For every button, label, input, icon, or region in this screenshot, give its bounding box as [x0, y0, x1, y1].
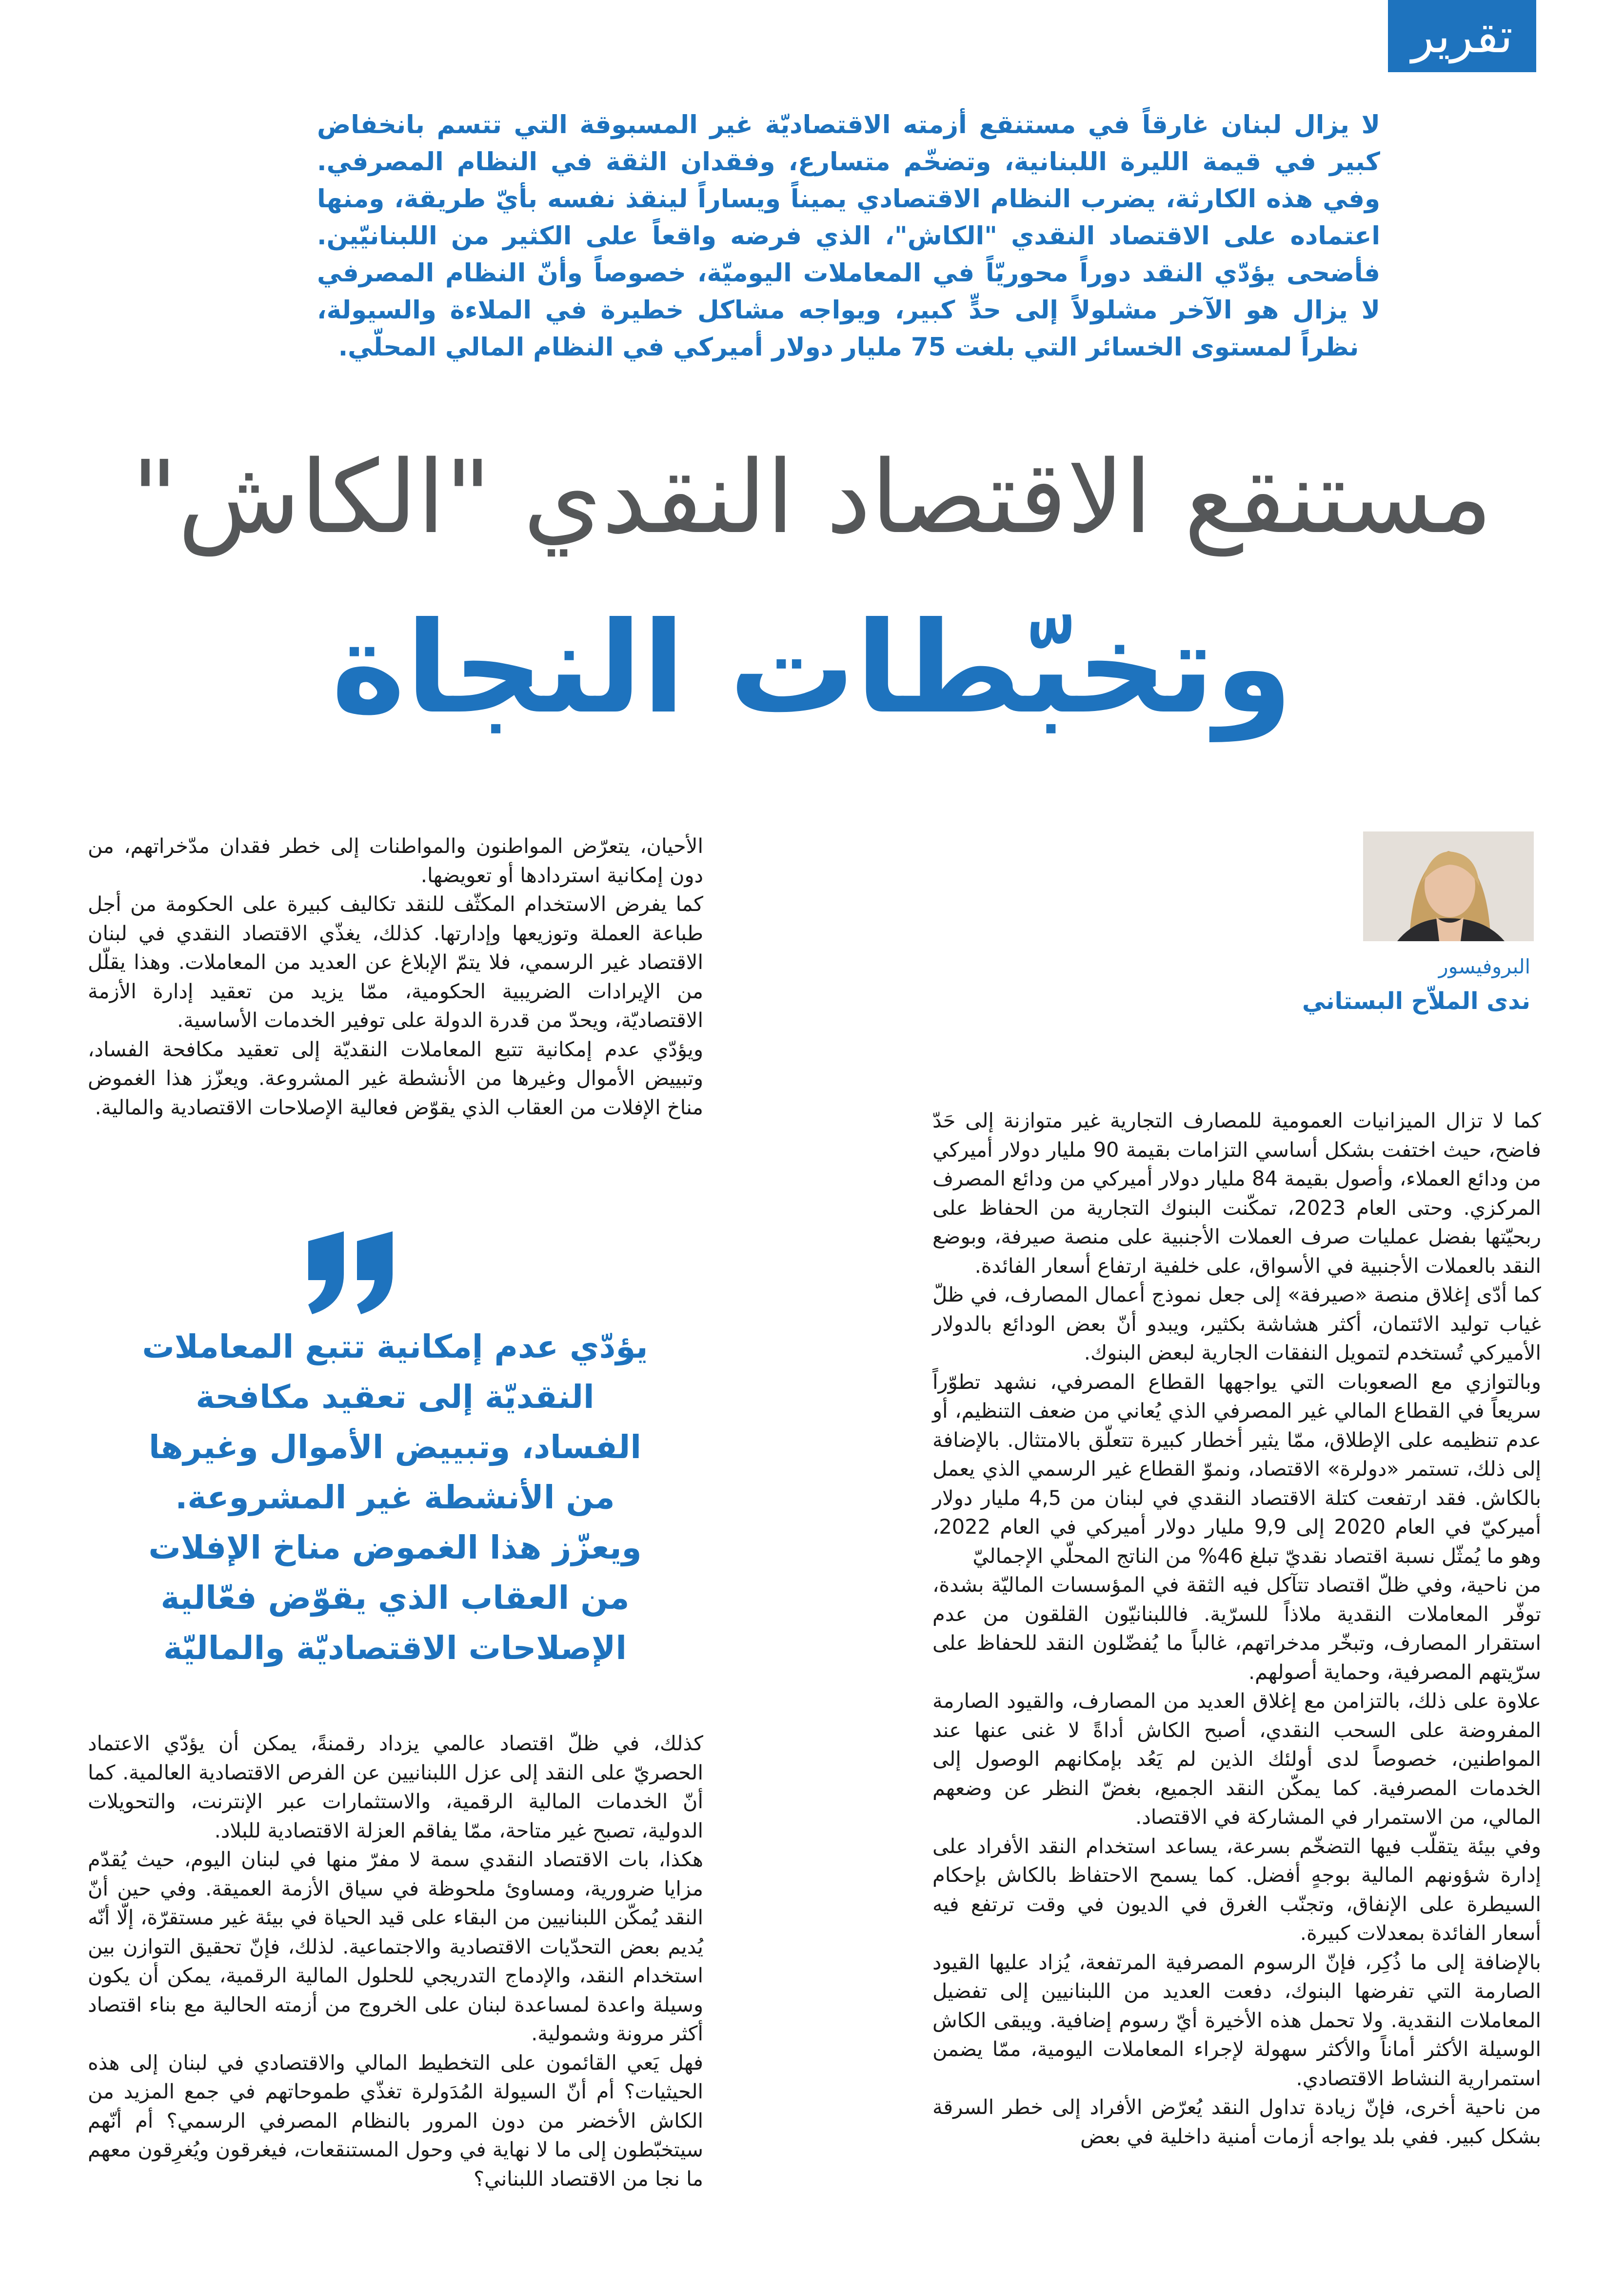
body-paragraph: بالإضافة إلى ما ذُكِر، فإنّ الرسوم المصرفية المرتفعة، يُزاد عليها القيود الصارمة التي تفرضها البنوك، دفعت العديد من اللبنانيين إلى تفضيل المعاملات النقدية. ولا تحمل هذه الأخيرة أيّ رسوم إضافية. ويبقى الكاش الوسيلة الأكثر أماناً والأكثر سهولة لإجراء المعاملات اليومية، ممّا يضمن استمرارية النشاط الاقتصادي. — [932, 1950, 1541, 2090]
body-left-column-bottom — [88, 1729, 703, 2193]
body-right-column — [932, 1106, 1541, 2151]
body-paragraph: من ناحية أخرى، فإنّ زيادة تداول النقد يُعرّض الأفراد إلى خطر السرقة بشكل كبير. ففي بلد يواجه أزمات أمنية داخلية في بعض — [932, 2095, 1541, 2148]
body-paragraph: وفي بيئة يتقلّب فيها التضخّم بسرعة، يساعد استخدام النقد الأفراد على إدارة شؤونهم المالية بوجهٍ أفضل. كما يسمح الاحتفاظ بالكاش بإحكام السيطرة على الإنفاق، وتجنّب الغرق في الديون في وقت ترتفع فيه أسعار الفائدة بمعدلات كبيرة. — [932, 1834, 1541, 1945]
body-paragraph: هكذا، بات الاقتصاد النقدي سمة لا مفرّ منها في لبنان اليوم، حيث يُقدّم مزايا ضرورية، ومساوئ ملحوظة في سياق الأزمة العميقة. وفي حين أنّ النقد يُمكّن اللبنانيين من البقاء على قيد الحياة في بيئة غير مستقرّة، إلّا أنّه يُديم بعض التحدّيات الاقتصادية والاجتماعية. لذلك، فإنّ تحقيق التوازن بين استخدام النقد، والإدماج التدريجي للحلول المالية الرقمية، يمكن أن يكون وسيلة واعدة لمساعدة لبنان على الخروج من أزمته الحالية مع بناء اقتصاد أكثر مرونة وشمولية. — [88, 1847, 703, 2045]
body-paragraph: كما لا تزال الميزانيات العمومية للمصارف التجارية غير متوازنة إلى حَدّ فاضح، حيث اختفت بشكل أساسي التزامات بقيمة 90 مليار دولار أميركي من ودائع العملاء، وأصول بقيمة 84 مليار دولار أميركي من ودائع المصرف المركزي. وحتى العام 2023، تمكّنت البنوك التجارية من الحفاظ على ربحيّتها بفضل عمليات صرف العملات الأجنبية على منصة صيرفة، وبوضع النقد بالعملات الأجنبية في الأسواق، على خلفية ارتفاع أسعار الفائدة. — [932, 1108, 1542, 1278]
author-role: البروفيسور — [1438, 955, 1530, 978]
author-name: ندى الملاّح البستاني — [1302, 988, 1530, 1015]
body-paragraph: الأحيان، يتعرّض المواطنون والمواطنات إلى خطر فقدان مدّخراتهم، من دون إمكانية استردادها أو تعويضها. — [88, 834, 703, 887]
body-paragraph: كما يفرض الاستخدام المكثّف للنقد تكاليف كبيرة على الحكومة من أجل طباعة العملة وتوزيعها وإدارتها. كذلك، يغذّي الاقتصاد النقدي في لبنان الاقتصاد غير الرسمي، فلا يتمّ الإبلاغ عن العديد من المعاملات. وهذا يقلّل من الإيرادات الضريبية الحكومية، ممّا يزيد من تعقيد إدارة الأزمة الاقتصاديّة، ويحدّ من قدرة الدولة على توفير الخدمات الأساسية. — [88, 892, 703, 1032]
quote-mark-icon — [302, 1231, 400, 1314]
lead-paragraph: لا يزال لبنان غارقاً في مستنقع أزمته الاقتصاديّة غير المسبوقة التي تتسم بانخفاض كبير في قيمة الليرة اللبنانية، وتضخّم متسارع، وفقدان الثقة في النظام المصرفي. وفي هذه الكارثة، يضرب النظام الاقتصادي يميناً ويساراً لينقذ نفسه بأيّ طريقة، ومنها اعتماده على الاقتصاد النقدي "الكاش"، الذي فرضه واقعاً على الكثير من اللبنانيّين. فأضحى يؤدّي النقد دوراً محوريّاً في المعاملات اليوميّة، خصوصاً وأنّ النظام المصرفي لا يزال هو الآخر مشلولاً إلى حدٍّ كبير، ويواجه مشاكل خطيرة في الملاءة والسيولة، نظراً لمستوى الخسائر التي بلغت 75 مليار دولار أميركي في النظام المالي المحلّي. — [317, 110, 1380, 362]
body-paragraph: كذلك، في ظلّ اقتصاد عالمي يزداد رقمنةً، يمكن أن يؤدّي الاعتماد الحصريّ على النقد إلى عزل اللبنانيين عن الفرص الاقتصادية العالمية. كما أنّ الخدمات المالية الرقمية، والاستثمارات عبر الإنترنت، والتحويلات الدولية، تصبح غير متاحة، ممّا يفاقم العزلة الاقتصادية للبلاد. — [88, 1731, 703, 1842]
body-paragraph: وبالتوازي مع الصعوبات التي يواجهها القطاع المصرفي، نشهد تطوّراً سريعاً في القطاع المالي غير المصرفي الذي يُعاني من ضعف التنظيم، أو عدم تنظيمه على الإطلاق، ممّا يثير أخطار كبيرة تتعلّق بالامتثال. بالإضافة إلى ذلك، تستمر «دولرة» الاقتصاد، ونموّ القطاع غير الرسمي الذي يعمل بالكاش. فقد ارتفعت كتلة الاقتصاد النقدي في لبنان من 4,5 مليار دولار أميركيّ في العام 2020 إلى 9,9 مليار دولار أميركي في العام 2022، وهو ما يُمثّل نسبة اقتصاد نقديّ تبلغ 46% من الناتج المحلّي الإجماليّ — [932, 1369, 1542, 1568]
body-paragraph: كما أدّى إغلاق منصة «صيرفة» إلى جعل نموذج أعمال المصارف، في ظلّ غياب توليد الائتمان، أكثر هشاشة بكثير، ويبدو أنّ بعض الودائع بالدولار الأميركي تُستخدم لتمويل النفقات الجارية لبعض البنوك. — [932, 1283, 1541, 1364]
author-portrait — [1363, 831, 1534, 941]
headline-line-2: وتخبّطات النجاة — [331, 595, 1293, 741]
author-photo — [1363, 831, 1534, 941]
section-label: تقرير — [1388, 0, 1536, 72]
body-paragraph: علاوة على ذلك، بالتزامن مع إغلاق العديد من المصارف، والقيود الصارمة المفروضة على السحب النقدي، أصبح الكاش أداةً لا غنى عنها عند المواطنين، خصوصاً لدى أولئك الذين لم يَعُد بإمكانهم الوصول إلى الخدمات المصرفية. كما يمكّن النقد الجميع، بغضّ النظر عن وضعهم المالي، من الاستمرار في المشاركة في الاقتصاد. — [932, 1689, 1541, 1829]
headline-line-1: مستنقع الاقتصاد النقدي "الكاش" — [131, 439, 1493, 556]
body-paragraph: فهل يَعي القائمون على التخطيط المالي والاقتصادي في لبنان إلى هذه الحيثيات؟ أم أنّ السيولة المُدَولرة تغذّي طموحاتهم في جمع المزيد من الكاش الأخضر من دون المرور بالنظام المصرفي الرسمي؟ أم أنّهم سيتخبّطون إلى ما لا نهاية في وحول المستنقعات، فيغرقون ويُغرِقون معهم ما نجا من الاقتصاد اللبناني؟ — [88, 2050, 703, 2191]
body-paragraph: ويؤدّي عدم إمكانية تتبع المعاملات النقديّة إلى تعقيد مكافحة الفساد، وتبييض الأموال وغيرها من الأنشطة غير المشروعة. ويعزّز هذا الغموض مناخ الإفلات من العقاب الذي يقوّض فعالية الإصلاحات الاقتصادية والمالية. — [88, 1037, 703, 1119]
body-paragraph: من ناحية، وفي ظلّ اقتصاد تتآكل فيه الثقة في المؤسسات الماليّة بشدة، توفّر المعاملات النقدية ملاذاً للسرّية. فاللبنانيّون القلقون من عدم استقرار المصارف، وتبخّر مدخراتهم، غالباً ما يُفضّلون النقد للحفاظ على سرّيتهم المصرفية، وحماية أصولهم. — [932, 1573, 1541, 1684]
pull-quote: يؤدّي عدم إمكانية تتبع المعاملات النقديّة إلى تعقيد مكافحة الفساد، وتبييض الأموال وغيرها من الأنشطة غير المشروعة. ويعزّز هذا الغموض مناخ الإفلات من العقاب الذي يقوّض فعّالية الإصلاحات الاقتصاديّة والماليّة — [142, 1328, 648, 1667]
body-left-column-top — [88, 831, 703, 1122]
